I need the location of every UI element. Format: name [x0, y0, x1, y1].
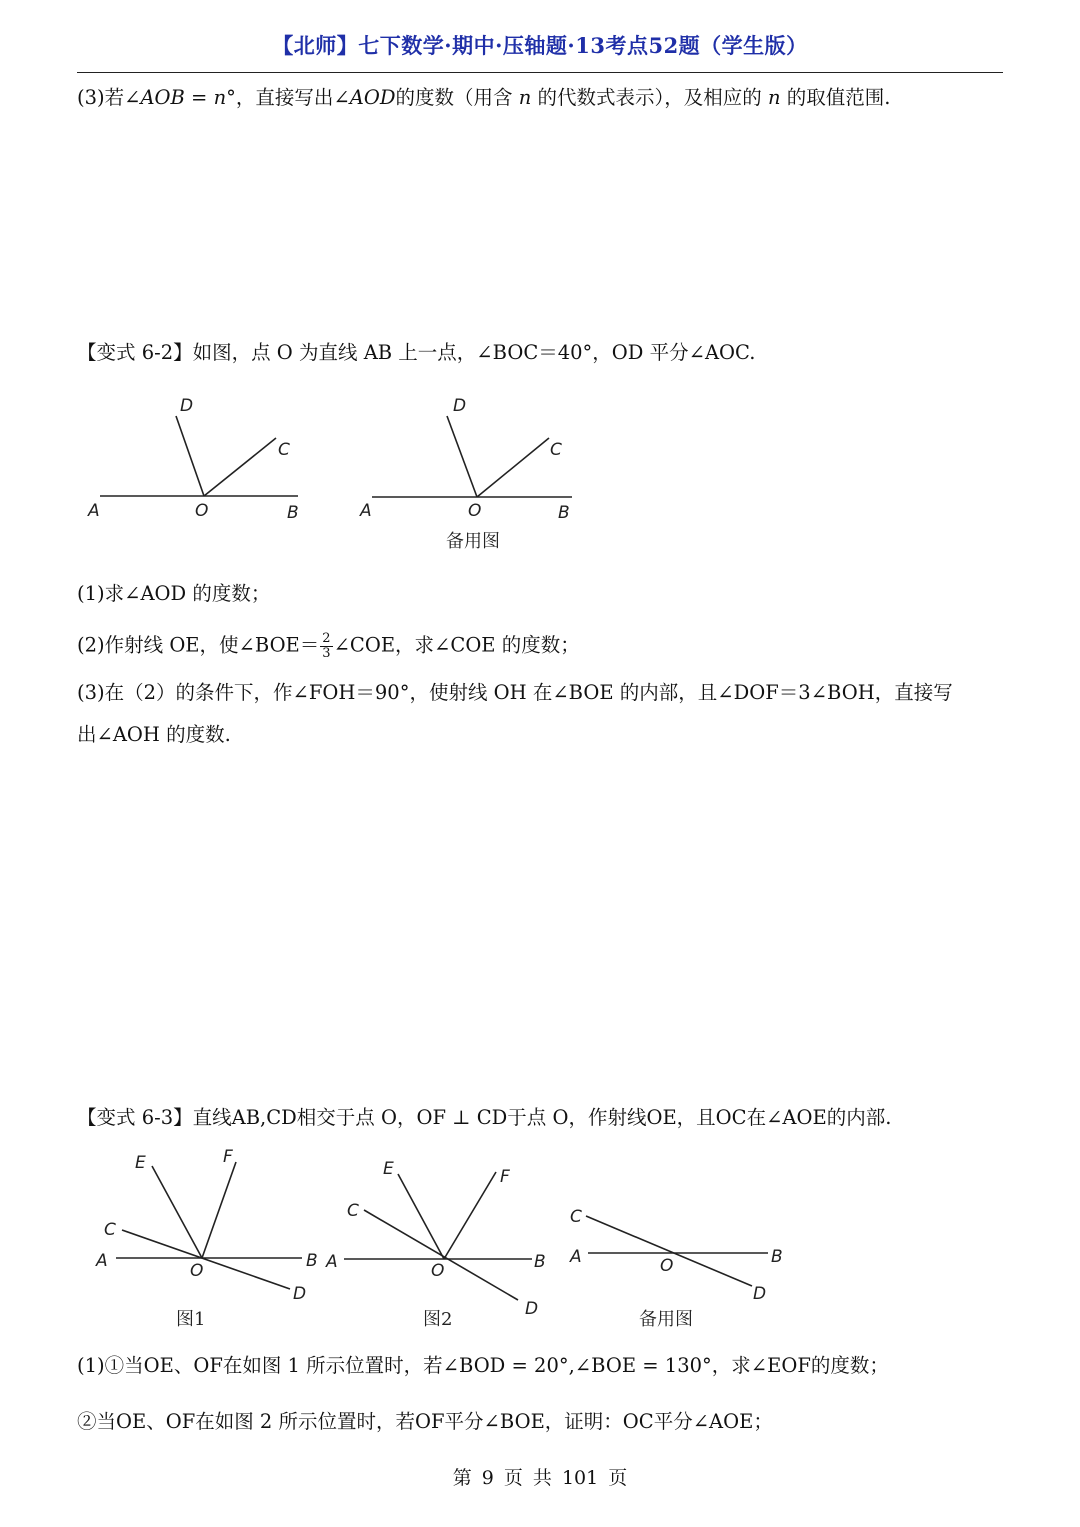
- q2-before: (2)作射线 OE，使∠BOE＝: [77, 633, 320, 657]
- fig1-line-cd: [122, 1230, 290, 1289]
- spare3-label-a: A: [570, 1247, 582, 1267]
- fig2-label-o: O: [431, 1261, 445, 1281]
- fig1-label-f: F: [223, 1147, 233, 1167]
- figure-6-3-spare: [586, 1216, 768, 1286]
- label-o: O: [195, 501, 209, 521]
- spare3-label-d: D: [753, 1284, 767, 1304]
- fig1-label-o: O: [190, 1261, 204, 1281]
- variant-6-2-q3-line2: 出∠AOH 的度数.: [77, 723, 231, 746]
- spare3-caption: 备用图: [639, 1309, 693, 1330]
- figure-6-3-1: [116, 1162, 302, 1289]
- page-footer: 第 9 页 共 101 页: [452, 1467, 628, 1489]
- fig2-ray-oe: [398, 1174, 444, 1259]
- spare-caption-6-2: 备用图: [446, 531, 500, 552]
- q3-n2: n: [767, 86, 781, 109]
- fig2-label-e: E: [383, 1159, 394, 1179]
- variant-6-2-tag: 【变式 6-2】: [77, 341, 193, 364]
- label-d: D: [180, 396, 194, 416]
- q3-text3: 的代数式表示），及相应的: [537, 86, 762, 109]
- fig1-label-c: C: [104, 1220, 116, 1240]
- label-b: B: [287, 503, 299, 523]
- label-c: C: [278, 440, 290, 460]
- fig1-caption: 图1: [176, 1309, 206, 1330]
- variant-6-3-q1: (1)①当OE、OF在如图 1 所示位置时，若∠BOD = 20°,∠BOE = 130°，求∠EOF的度数；: [77, 1354, 889, 1377]
- fig1-label-b: B: [306, 1251, 318, 1271]
- spare-label-b: B: [558, 503, 570, 523]
- variant-6-3-tag: 【变式 6-3】: [77, 1106, 193, 1129]
- fig1-ray-of: [202, 1162, 236, 1258]
- fig1-ray-oe: [152, 1166, 202, 1258]
- variant-6-2-text: 如图，点 O 为直线 AB 上一点，∠BOC＝40°，OD 平分∠AOC.: [192, 341, 756, 364]
- label-a: A: [88, 501, 100, 521]
- spare3-label-c: C: [570, 1207, 582, 1227]
- q3-prefix: (3)若: [77, 86, 125, 109]
- spare3-label-b: B: [771, 1247, 783, 1267]
- fig2-label-d: D: [525, 1299, 539, 1319]
- q3-angle2: ∠AOD: [333, 86, 396, 109]
- fraction-numerator: 2: [322, 631, 331, 646]
- fig2-label-b: B: [534, 1252, 546, 1272]
- q3-text1: ，直接写出: [235, 86, 334, 109]
- fraction-denominator: 3: [322, 645, 331, 661]
- spare-label-o: O: [468, 501, 482, 521]
- spare-label-c: C: [550, 440, 562, 460]
- fig2-label-f: F: [500, 1167, 510, 1187]
- q2-after: ∠COE，求∠COE 的度数；: [333, 633, 580, 657]
- variant-6-2-q3-line1: (3)在（2）的条件下，作∠FOH＝90°，使射线 OH 在∠BOE 的内部，且∠DOF＝3∠BOH，直接写: [77, 681, 953, 704]
- spare3-label-o: O: [660, 1256, 674, 1276]
- fig1-label-d: D: [293, 1284, 307, 1304]
- fig1-label-a: A: [96, 1251, 108, 1271]
- fig2-label-a: A: [326, 1252, 338, 1272]
- variant-6-3-q2: ②当OE、OF在如图 2 所示位置时，若OF平分∠BOE，证明：OC平分∠AOE；: [77, 1410, 773, 1433]
- q3-text2: 的度数（用含: [395, 86, 513, 109]
- header-title: 【北师】七下数学·期中·压轴题·13考点52题（学生版）: [272, 33, 808, 58]
- fig2-caption: 图2: [423, 1309, 453, 1330]
- fig2-ray-of: [444, 1172, 496, 1259]
- q3-angle: ∠AOB = n°: [124, 86, 236, 109]
- q3-text4: 的取值范围.: [786, 86, 891, 109]
- spare-label-a: A: [360, 501, 372, 521]
- fig1-label-e: E: [135, 1153, 146, 1173]
- q3-n1: n: [518, 86, 532, 109]
- fig2-label-c: C: [347, 1201, 359, 1221]
- variant-6-2-q1: (1)求∠AOD 的度数；: [77, 582, 271, 605]
- variant-6-3-text: 直线AB,CD相交于点 O，OF ⊥ CD于点 O，作射线OE，且OC在∠AOE的内部.: [192, 1106, 892, 1129]
- spare-label-d: D: [453, 396, 467, 416]
